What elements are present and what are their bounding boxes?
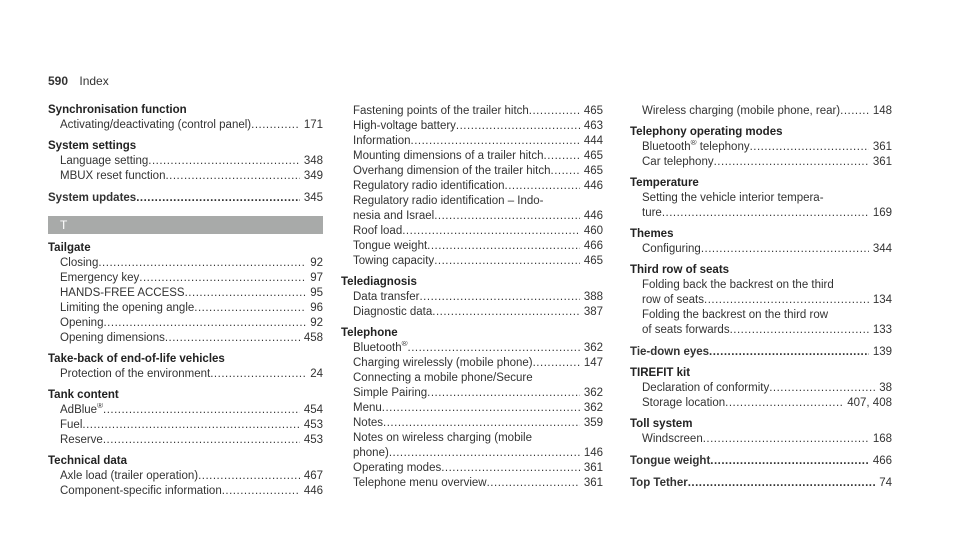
index-entry[interactable]: Charging wirelessly (mobile phone) ..... 147 — [341, 356, 603, 371]
index-heading: System settings — [48, 140, 137, 152]
index-heading: Tailgate — [48, 242, 91, 254]
index-entry[interactable]: Axle load (trailer operation) ..... 467 — [48, 469, 323, 484]
index-entry[interactable]: Component-specific information ..... 446 — [48, 484, 323, 499]
index-entry[interactable]: Simple Pairing ..... 362 — [341, 386, 603, 401]
index-heading: Telediagnosis — [341, 276, 417, 288]
index-entry-line: Notes on wireless charging (mobile — [353, 432, 532, 444]
index-heading: Telephone — [341, 327, 398, 339]
index-entry[interactable]: row of seats ..... 134 — [630, 293, 892, 308]
index-entry[interactable]: Tongue weight ..... 466 — [341, 239, 603, 254]
index-entry[interactable]: Regulatory radio identification ..... 446 — [341, 179, 603, 194]
index-entry[interactable]: Telephone menu overview ..... 361 — [341, 476, 603, 491]
index-entry[interactable]: Opening ..... 92 — [48, 316, 323, 331]
index-heading: Toll system — [630, 418, 693, 430]
index-entry[interactable]: Language setting ..... 348 — [48, 154, 323, 169]
index-heading: Third row of seats — [630, 264, 730, 276]
index-entry[interactable]: Tie-down eyes ..... 139 — [630, 345, 892, 360]
index-heading: Temperature — [630, 177, 699, 189]
index-entry[interactable]: of seats forwards ..... 133 — [630, 323, 892, 338]
index-entry[interactable]: Emergency key ..... 97 — [48, 271, 323, 286]
letter-divider: T — [48, 216, 323, 234]
index-entry[interactable]: Diagnostic data ..... 387 — [341, 305, 603, 320]
index-entry-line: Folding the backrest on the third row — [642, 309, 829, 321]
index-entry[interactable]: Fuel ..... 453 — [48, 418, 323, 433]
index-entry[interactable]: Overhang dimension of the trailer hitch ..... 465 — [341, 164, 603, 179]
index-heading: Themes — [630, 228, 674, 240]
index-column-1 — [48, 104, 323, 499]
index-entry[interactable]: Reserve ..... 453 — [48, 433, 323, 448]
index-entry[interactable]: Configuring ..... 344 — [630, 242, 892, 257]
index-entry[interactable]: Storage location ..... 407, 408 — [630, 396, 892, 411]
index-entry-line: Connecting a mobile phone/Secure — [353, 372, 533, 384]
index-entry[interactable]: Mounting dimensions of a trailer hitch ..... 465 — [341, 149, 603, 164]
index-entry-line: Regulatory radio identification – Indo- — [353, 195, 544, 207]
index-entry[interactable]: Wireless charging (mobile phone, rear) ..... 148 — [630, 104, 892, 119]
index-entry-line: Setting the vehicle interior tempera- — [642, 192, 824, 204]
index-entry[interactable]: AdBlue® ..... 454 — [48, 403, 323, 418]
index-entry[interactable]: Closing ..... 92 — [48, 256, 323, 271]
index-entry[interactable]: nesia and Israel ..... 446 — [341, 209, 603, 224]
index-entry[interactable]: System updates ..... 345 — [48, 191, 323, 206]
index-heading: Technical data — [48, 455, 128, 467]
index-entry[interactable]: Opening dimensions ..... 458 — [48, 331, 323, 346]
index-entry[interactable]: Roof load ..... 460 — [341, 224, 603, 239]
index-entry[interactable]: Notes ..... 359 — [341, 416, 603, 431]
index-entry[interactable]: Towing capacity ..... 465 — [341, 254, 603, 269]
index-entry[interactable]: Activating/deactivating (control panel) ..... 171 — [48, 118, 323, 133]
index-column-3 — [630, 104, 892, 491]
index-entry[interactable]: Protection of the environment ..... 24 — [48, 367, 323, 382]
index-entry[interactable]: Fastening points of the trailer hitch ..... 465 — [341, 104, 603, 119]
index-entry-line: Folding back the backrest on the third — [642, 279, 834, 291]
index-entry[interactable]: Bluetooth® ..... 362 — [341, 341, 603, 356]
index-entry[interactable]: Car telephony ..... 361 — [630, 155, 892, 170]
index-entry[interactable]: Top Tether ..... 74 — [630, 476, 892, 491]
index-entry[interactable]: Operating modes ..... 361 — [341, 461, 603, 476]
index-entry[interactable]: MBUX reset function ..... 349 — [48, 169, 323, 184]
index-entry[interactable]: Information ..... 444 — [341, 134, 603, 149]
index-entry[interactable]: Menu ..... 362 — [341, 401, 603, 416]
index-entry[interactable]: Windscreen ..... 168 — [630, 432, 892, 447]
index-entry[interactable]: HANDS-FREE ACCESS ..... 95 — [48, 286, 323, 301]
index-heading: Tank content — [48, 389, 119, 401]
index-entry[interactable]: High-voltage battery ..... 463 — [341, 119, 603, 134]
index-entry[interactable]: Bluetooth® telephony ..... 361 — [630, 140, 892, 155]
page-number: 590 — [48, 74, 69, 88]
index-heading: TIREFIT kit — [630, 367, 691, 379]
index-entry[interactable]: Declaration of conformity ..... 38 — [630, 381, 892, 396]
index-heading: Telephony operating modes — [630, 126, 783, 138]
index-heading: Synchronisation function — [48, 104, 187, 116]
section-title: Index — [79, 74, 109, 88]
index-entry[interactable]: ture ..... 169 — [630, 206, 892, 221]
index-heading: Take-back of end-of-life vehicles — [48, 353, 225, 365]
index-entry[interactable]: Limiting the opening angle ..... 96 — [48, 301, 323, 316]
index-entry[interactable]: Data transfer ..... 388 — [341, 290, 603, 305]
index-entry[interactable]: Tongue weight ..... 466 — [630, 454, 892, 469]
index-column-2 — [341, 104, 603, 491]
page-header — [48, 74, 109, 88]
index-entry[interactable]: phone) ..... 146 — [341, 446, 603, 461]
